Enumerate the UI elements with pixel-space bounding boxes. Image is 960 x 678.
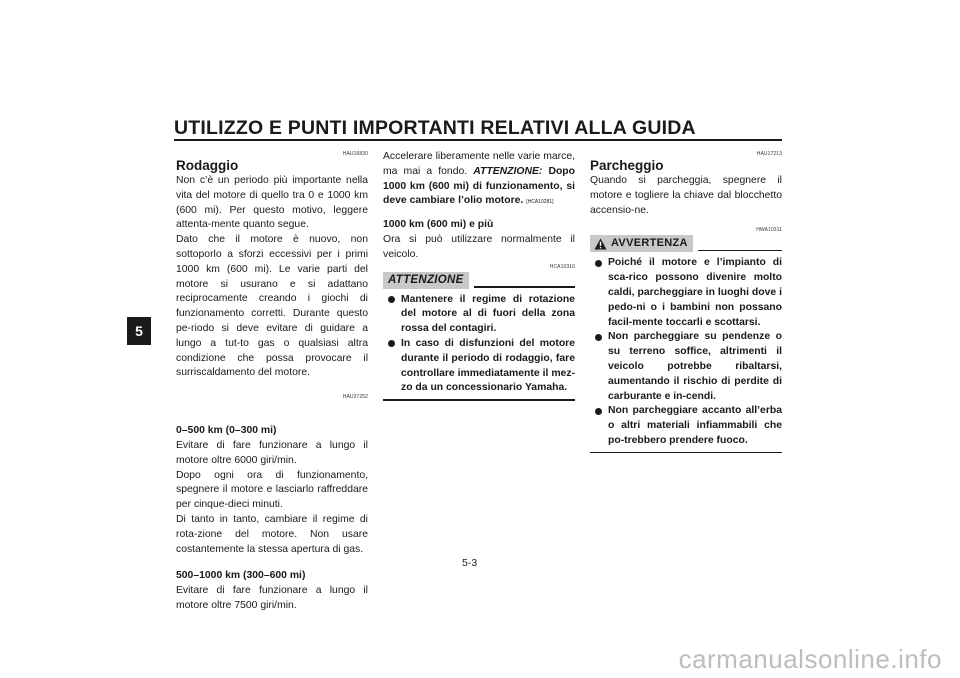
warning-rule (698, 250, 782, 252)
paragraph: Evitare di fare funzionare a lungo il motore oltre 6000 giri/min. (176, 439, 368, 466)
paragraph: Di tanto in tanto, cambiare il regime di rota-zione del motore. Non usare costantemente la stessa apertura di gas. (176, 513, 368, 555)
chapter-tab: 5 (127, 317, 151, 345)
list-item: Non parcheggiare su pendenze o su terreno soffice, altrimenti il veicolo potrebbe ribaltarsi, aumentando il rischio di perdite di carburante e in-cendi. (590, 330, 782, 404)
reference-code: HCA10310 (549, 263, 575, 270)
column-left (176, 150, 368, 614)
warning-triangle-icon (594, 238, 607, 250)
paragraph: Dato che il motore è nuovo, non sottoporlo a sforzi eccessivi per i primi 1000 km (600 mi). Le varie parti del motore si usurano e si adattano reciprocamente creando i giochi di funzionamento corretti. Durante questo pe-riodo si deve evitare di guidare a lungo a tut-to gas o qualsiasi altra condizione che possa provocare il surriscaldamento del motore. (176, 234, 368, 379)
caution-header (383, 272, 575, 289)
reference-code: HAU17213 (756, 151, 782, 157)
page-title: UTILIZZO E PUNTI IMPORTANTI RELATIVI ALLA GUIDA (174, 117, 696, 139)
inline-attention-text: Dopo 1000 km (600 mi) di funzionamento, si deve cambiare l’olio motore. (383, 165, 575, 207)
paragraph: Evitare di fare funzionare a lungo il motore oltre 7500 giri/min. (176, 585, 368, 611)
list-item: Mantenere il regime di rotazione del motore al di fuori della zona rossa del contagiri. (383, 293, 575, 337)
list-item: In caso di disfunzioni del motore durante il periodo di rodaggio, fare controllare immediatamente il mez-zo da un concessionario Yamaha. (383, 337, 575, 396)
paragraph-attention (383, 150, 575, 210)
reference-code: [HCA10281] (526, 199, 554, 206)
subheading: 0–500 km (0–300 mi) (176, 425, 277, 437)
paragraph-text: Accelerare liberamente nelle varie marce, ma mai a fondo. (383, 151, 575, 177)
paragraph: Quando si parcheggia, spegnere il motore e togliere la chiave dal blocchetto accensio-ne. (590, 175, 782, 216)
paragraph: Ora si può utilizzare normalmente il veicolo. (383, 233, 575, 260)
section-title-rodaggio: Rodaggio (176, 158, 239, 173)
reference-code: HWA10311 (756, 227, 782, 234)
paragraph: Dopo ogni ora di funzionamento, spegnere il motore e lasciarlo raffreddare per cinque-dieci minuti. (176, 469, 368, 511)
caution-rule (474, 286, 575, 288)
page-number: 5-3 (462, 557, 478, 569)
list-item: Non parcheggiare accanto all’erba o altri materiali infiammabili che po-trebbero prendere fuoco. (590, 404, 782, 448)
warning-end-rule (590, 452, 782, 454)
subheading: 500–1000 km (300–600 mi) (176, 570, 306, 582)
caution-list (383, 293, 575, 397)
inline-attention-label: ATTENZIONE: (473, 165, 543, 177)
column-right (590, 150, 782, 453)
list-item: Poiché il motore e l’impianto di sca-rico possono divenire molto caldi, parcheggiare in luoghi dove i pedo-ni o i bambini non possano facil-mente toccarli e scottarsi. (590, 256, 782, 330)
reference-code: HAU16830 (342, 151, 368, 157)
subheading: 1000 km (600 mi) e più (383, 219, 494, 231)
warning-label: AVVERTENZA (611, 237, 688, 250)
warning-badge (590, 235, 693, 252)
paragraph: Non c’è un periodo più importante nella vita del motore di quello tra 0 e 1000 km (600 mi). Per questo motivo, leggere attenta-mente quanto segue. (176, 175, 368, 231)
reference-code: HAU37252 (342, 394, 368, 401)
warning-list (590, 256, 782, 448)
title-rule (174, 139, 782, 141)
column-middle (383, 150, 575, 401)
watermark: carmanualsonline.info (678, 644, 942, 674)
warning-header (590, 235, 782, 252)
section-title-parcheggio: Parcheggio (590, 158, 664, 173)
caution-end-rule (383, 399, 575, 401)
caution-badge: ATTENZIONE (383, 272, 469, 289)
